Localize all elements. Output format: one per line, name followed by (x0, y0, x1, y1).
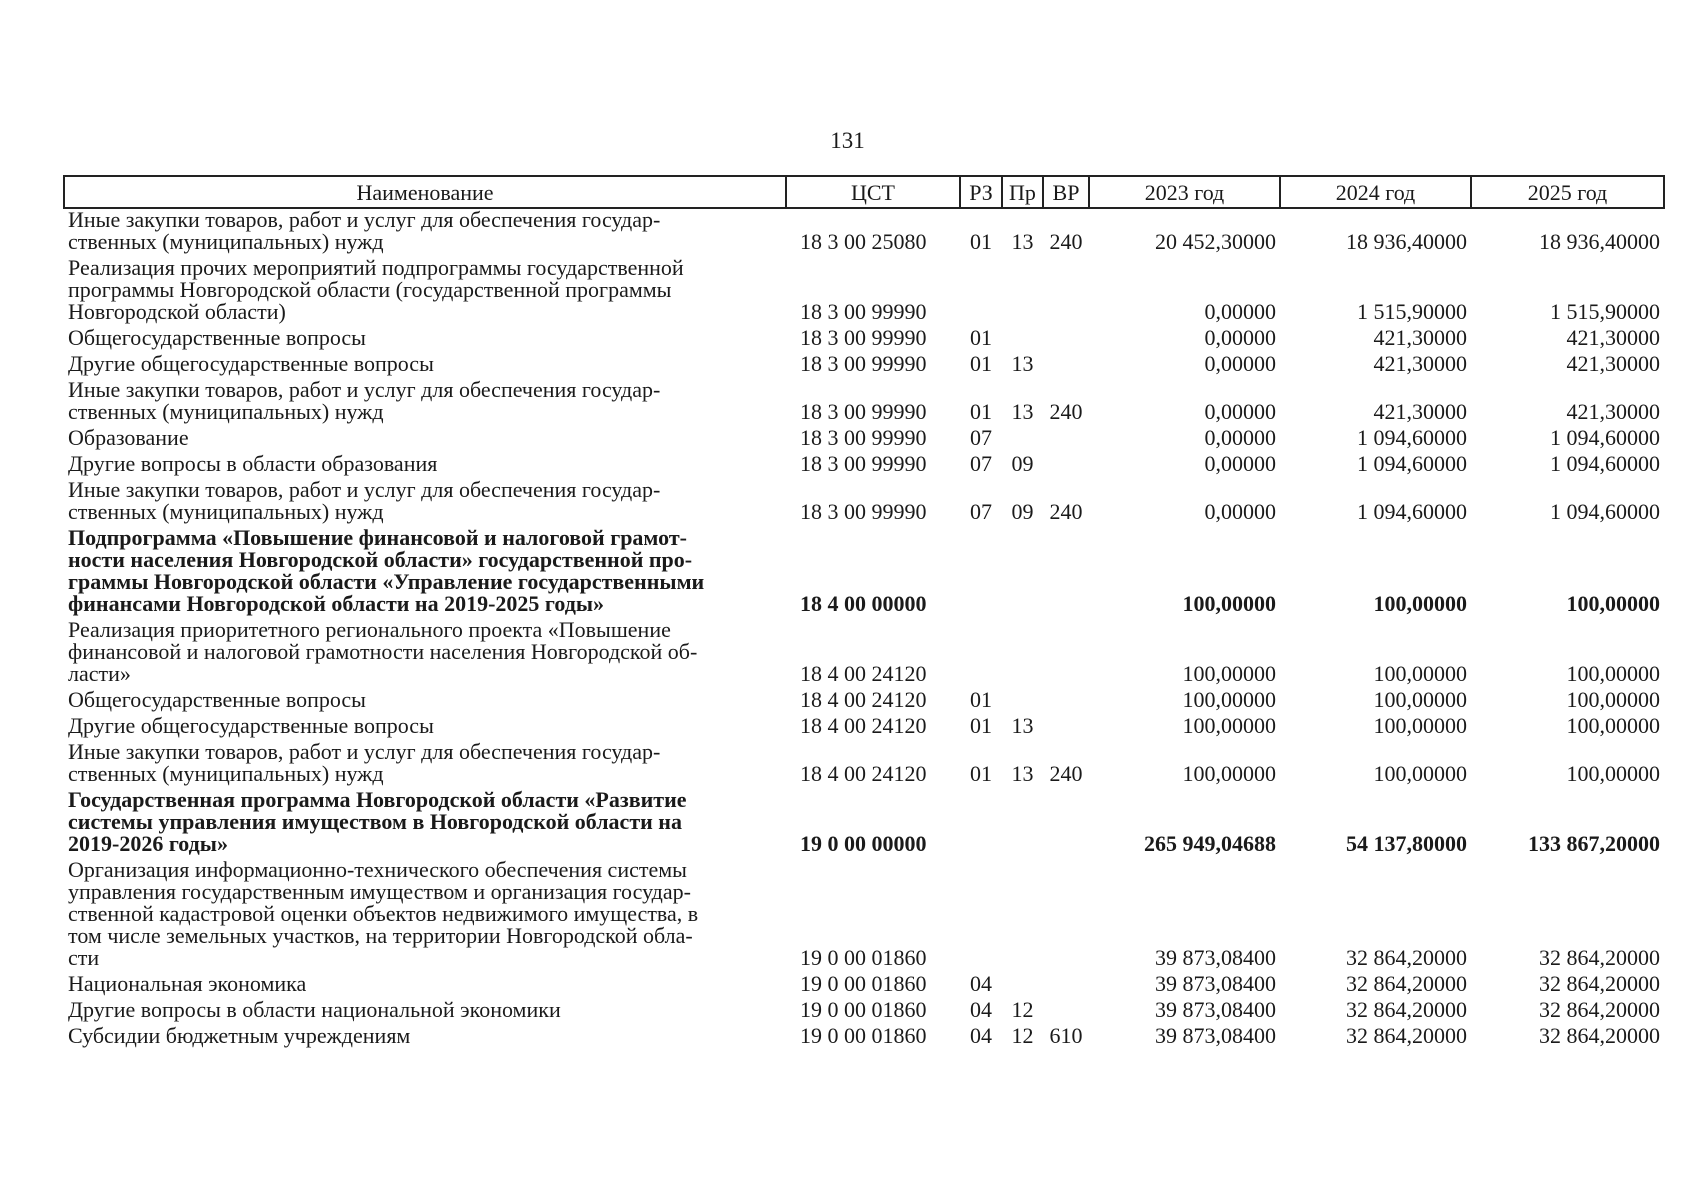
row-pr: 12 (1011, 997, 1034, 1022)
table-row (64, 208, 1664, 257)
row-pr: 09 (1011, 451, 1034, 476)
row-amount-2025: 32 864,20000 (1539, 997, 1660, 1022)
row-name (64, 527, 786, 619)
table-row (64, 859, 1664, 973)
row-name-line: граммы Новгородской области «Управление государственными (68, 569, 705, 594)
row-amount-2023: 100,00000 (1182, 661, 1276, 686)
table-row (64, 257, 1664, 327)
row-amount-2025: 100,00000 (1566, 591, 1660, 616)
row-amount-2024: 54 137,80000 (1346, 831, 1467, 856)
row-cst: 19 0 00 00000 (800, 831, 927, 856)
row-name (64, 427, 786, 453)
row-rz: 01 (970, 325, 992, 350)
row-cst: 19 0 00 01860 (800, 997, 927, 1022)
column-header-cst: ЦСТ (786, 176, 960, 208)
row-cst: 18 4 00 24120 (800, 661, 927, 686)
row-vr: 240 (1049, 399, 1083, 424)
row-name-line: том числе земельных участков, на территории Новгородской обла- (68, 923, 693, 948)
row-pr (1002, 257, 1043, 327)
row-vr (1043, 619, 1089, 689)
row-cst: 18 4 00 24120 (800, 687, 927, 712)
row-vr (1043, 715, 1089, 741)
table-row (64, 999, 1664, 1025)
row-name (64, 619, 786, 689)
row-rz: 04 (970, 1023, 992, 1048)
row-amount-2024: 32 864,20000 (1346, 997, 1467, 1022)
row-amount-2024: 18 936,40000 (1346, 229, 1467, 254)
row-rz: 01 (970, 713, 992, 738)
row-amount-2025: 421,30000 (1566, 399, 1660, 424)
row-rz: 04 (970, 997, 992, 1022)
column-header-vr: ВР (1043, 176, 1089, 208)
row-cst: 18 3 00 99990 (800, 351, 927, 376)
row-name-line: ственных (муниципальных) нужд (68, 229, 384, 254)
row-vr (1043, 789, 1089, 859)
row-amount-2024: 1 094,60000 (1357, 499, 1467, 524)
table-row (64, 527, 1664, 619)
row-name-line: ности населения Новгородской области» государственной про- (68, 547, 693, 572)
row-amount-2025: 100,00000 (1566, 687, 1660, 712)
column-header-rz: РЗ (960, 176, 1002, 208)
row-rz: 01 (970, 761, 992, 786)
row-name-line: Другие вопросы в области образования (68, 451, 438, 476)
row-amount-2024: 1 094,60000 (1357, 425, 1467, 450)
row-name (64, 741, 786, 789)
row-name-line: системы управления имуществом в Новгородской области на (68, 809, 682, 834)
row-cst: 19 0 00 01860 (800, 945, 927, 970)
row-pr (1002, 427, 1043, 453)
row-name (64, 689, 786, 715)
row-pr (1002, 327, 1043, 353)
row-amount-2024: 421,30000 (1373, 325, 1467, 350)
row-amount-2025: 32 864,20000 (1539, 945, 1660, 970)
table-row (64, 741, 1664, 789)
row-vr (1043, 453, 1089, 479)
row-amount-2025: 1 515,90000 (1550, 299, 1660, 324)
row-amount-2025: 1 094,60000 (1550, 451, 1660, 476)
row-rz: 07 (970, 499, 992, 524)
row-name (64, 479, 786, 527)
table-row (64, 379, 1664, 427)
row-vr (1043, 999, 1089, 1025)
row-name-line: 2019-2026 годы» (68, 831, 228, 856)
row-rz (960, 859, 1002, 973)
row-name-line: Субсидии бюджетным учреждениям (68, 1023, 411, 1048)
row-pr: 13 (1011, 713, 1034, 738)
row-name-line: ственных (муниципальных) нужд (68, 761, 384, 786)
row-cst: 18 3 00 99990 (800, 451, 927, 476)
row-pr (1002, 789, 1043, 859)
row-name-line: Другие общегосударственные вопросы (68, 713, 434, 738)
row-name-line: Другие общегосударственные вопросы (68, 351, 434, 376)
row-amount-2025: 18 936,40000 (1539, 229, 1660, 254)
row-name-line: Подпрограмма «Повышение финансовой и налоговой грамот- (68, 525, 687, 550)
row-amount-2025: 133 867,20000 (1528, 831, 1660, 856)
row-vr (1043, 689, 1089, 715)
table-row (64, 689, 1664, 715)
column-header-2024: 2024 год (1280, 176, 1471, 208)
row-vr (1043, 859, 1089, 973)
row-rz: 04 (970, 971, 992, 996)
row-pr (1002, 527, 1043, 619)
row-vr: 240 (1049, 229, 1083, 254)
row-rz: 01 (970, 351, 992, 376)
row-amount-2024: 100,00000 (1373, 661, 1467, 686)
row-name (64, 257, 786, 327)
row-amount-2024: 100,00000 (1373, 761, 1467, 786)
column-header-2025: 2025 год (1471, 176, 1664, 208)
row-name (64, 999, 786, 1025)
row-amount-2023: 20 452,30000 (1155, 229, 1276, 254)
row-cst: 19 0 00 01860 (800, 971, 927, 996)
row-vr: 240 (1049, 499, 1083, 524)
row-name-line: Новгородской области) (68, 299, 286, 324)
row-name-line: Образование (68, 425, 189, 450)
row-amount-2023: 0,00000 (1204, 451, 1276, 476)
row-amount-2025: 421,30000 (1566, 351, 1660, 376)
row-pr: 13 (1011, 761, 1034, 786)
row-cst: 18 3 00 99990 (800, 325, 927, 350)
row-vr (1043, 353, 1089, 379)
row-name (64, 208, 786, 257)
row-vr (1043, 257, 1089, 327)
row-amount-2024: 32 864,20000 (1346, 1023, 1467, 1048)
table-row (64, 427, 1664, 453)
table-row (64, 353, 1664, 379)
row-amount-2025: 100,00000 (1566, 661, 1660, 686)
row-name-line: Национальная экономика (68, 971, 307, 996)
row-name-line: ственных (муниципальных) нужд (68, 399, 384, 424)
table-row (64, 619, 1664, 689)
row-rz (960, 619, 1002, 689)
row-amount-2023: 100,00000 (1182, 687, 1276, 712)
row-name-line: Государственная программа Новгородской области «Развитие (68, 787, 687, 812)
column-header-name: Наименование (64, 176, 786, 208)
column-header-2023: 2023 год (1089, 176, 1280, 208)
row-rz: 07 (970, 451, 992, 476)
row-rz: 01 (970, 229, 992, 254)
row-vr: 610 (1049, 1023, 1083, 1048)
row-pr: 13 (1011, 351, 1034, 376)
row-amount-2025: 1 094,60000 (1550, 425, 1660, 450)
row-amount-2024: 100,00000 (1373, 713, 1467, 738)
row-amount-2025: 32 864,20000 (1539, 971, 1660, 996)
row-amount-2025: 32 864,20000 (1539, 1023, 1660, 1048)
row-name (64, 379, 786, 427)
row-pr: 13 (1011, 399, 1034, 424)
row-pr: 12 (1011, 1023, 1034, 1048)
row-amount-2025: 100,00000 (1566, 761, 1660, 786)
row-amount-2023: 0,00000 (1204, 299, 1276, 324)
row-cst: 18 3 00 25080 (800, 229, 927, 254)
row-name-line: финансовой и налоговой грамотности населения Новгородской об- (68, 639, 698, 664)
row-pr (1002, 689, 1043, 715)
table-row (64, 789, 1664, 859)
row-pr: 13 (1011, 229, 1034, 254)
budget-table (63, 175, 1665, 1051)
row-vr (1043, 527, 1089, 619)
row-cst: 18 4 00 24120 (800, 713, 927, 738)
row-vr (1043, 327, 1089, 353)
row-name-line: Другие вопросы в области национальной экономики (68, 997, 561, 1022)
row-cst: 19 0 00 01860 (800, 1023, 927, 1048)
row-amount-2024: 32 864,20000 (1346, 945, 1467, 970)
row-amount-2023: 0,00000 (1204, 499, 1276, 524)
row-name-line: управления государственным имуществом и организация государ- (68, 879, 691, 904)
row-pr (1002, 619, 1043, 689)
row-name-line: Общегосударственные вопросы (68, 325, 366, 350)
row-name-line: программы Новгородской области (государственной программы (68, 277, 672, 302)
row-cst: 18 4 00 00000 (800, 591, 927, 616)
row-pr (1002, 859, 1043, 973)
table-body (64, 208, 1664, 1051)
row-name-line: Реализация приоритетного регионального проекта «Повышение (68, 617, 671, 642)
row-name (64, 327, 786, 353)
row-amount-2024: 421,30000 (1373, 399, 1467, 424)
row-amount-2024: 421,30000 (1373, 351, 1467, 376)
row-amount-2023: 100,00000 (1182, 761, 1276, 786)
row-amount-2025: 100,00000 (1566, 713, 1660, 738)
row-amount-2023: 0,00000 (1204, 351, 1276, 376)
row-amount-2024: 1 515,90000 (1357, 299, 1467, 324)
row-amount-2023: 39 873,08400 (1155, 945, 1276, 970)
table-row (64, 479, 1664, 527)
table-row (64, 715, 1664, 741)
row-cst: 18 3 00 99990 (800, 399, 927, 424)
row-name-line: Реализация прочих мероприятий подпрограммы государственной (68, 255, 684, 280)
row-name-line: сти (68, 945, 100, 970)
row-name (64, 353, 786, 379)
row-name-line: ственных (муниципальных) нужд (68, 499, 384, 524)
row-name (64, 715, 786, 741)
row-amount-2024: 1 094,60000 (1357, 451, 1467, 476)
row-rz: 01 (970, 687, 992, 712)
row-rz (960, 789, 1002, 859)
row-amount-2023: 39 873,08400 (1155, 1023, 1276, 1048)
row-vr: 240 (1049, 761, 1083, 786)
row-rz (960, 527, 1002, 619)
row-name-line: Иные закупки товаров, работ и услуг для обеспечения государ- (68, 377, 661, 402)
table-row (64, 1025, 1664, 1051)
row-amount-2024: 100,00000 (1373, 591, 1467, 616)
row-name (64, 859, 786, 973)
row-cst: 18 3 00 99990 (800, 499, 927, 524)
row-amount-2023: 39 873,08400 (1155, 971, 1276, 996)
row-name-line: ственной кадастровой оценки объектов недвижимого имущества, в (68, 901, 699, 926)
row-name-line: Иные закупки товаров, работ и услуг для обеспечения государ- (68, 477, 661, 502)
row-amount-2023: 0,00000 (1204, 325, 1276, 350)
row-amount-2023: 39 873,08400 (1155, 997, 1276, 1022)
row-name-line: ласти» (68, 661, 131, 686)
page-number: 131 (830, 128, 865, 153)
row-amount-2023: 0,00000 (1204, 425, 1276, 450)
row-name-line: Иные закупки товаров, работ и услуг для обеспечения государ- (68, 207, 661, 232)
column-header-pr: Пр (1002, 176, 1043, 208)
table-row (64, 453, 1664, 479)
row-name-line: финансами Новгородской области на 2019-2025 годы» (68, 591, 605, 616)
row-name-line: Организация информационно-технического обеспечения системы (68, 857, 687, 882)
row-name (64, 789, 786, 859)
row-name (64, 973, 786, 999)
row-amount-2025: 1 094,60000 (1550, 499, 1660, 524)
row-cst: 18 3 00 99990 (800, 299, 927, 324)
row-amount-2023: 100,00000 (1182, 591, 1276, 616)
row-cst: 18 3 00 99990 (800, 425, 927, 450)
row-amount-2023: 0,00000 (1204, 399, 1276, 424)
table-header-row (64, 176, 1664, 208)
row-rz: 07 (970, 425, 992, 450)
table-row (64, 973, 1664, 999)
row-rz: 01 (970, 399, 992, 424)
row-name-line: Иные закупки товаров, работ и услуг для обеспечения государ- (68, 739, 661, 764)
row-amount-2024: 32 864,20000 (1346, 971, 1467, 996)
row-pr (1002, 973, 1043, 999)
row-amount-2023: 100,00000 (1182, 713, 1276, 738)
row-name (64, 1025, 786, 1051)
row-cst: 18 4 00 24120 (800, 761, 927, 786)
row-amount-2024: 100,00000 (1373, 687, 1467, 712)
row-amount-2025: 421,30000 (1566, 325, 1660, 350)
row-name (64, 453, 786, 479)
row-vr (1043, 427, 1089, 453)
row-pr: 09 (1011, 499, 1034, 524)
row-vr (1043, 973, 1089, 999)
row-amount-2023: 265 949,04688 (1144, 831, 1276, 856)
row-name-line: Общегосударственные вопросы (68, 687, 366, 712)
row-rz (960, 257, 1002, 327)
table-row (64, 327, 1664, 353)
